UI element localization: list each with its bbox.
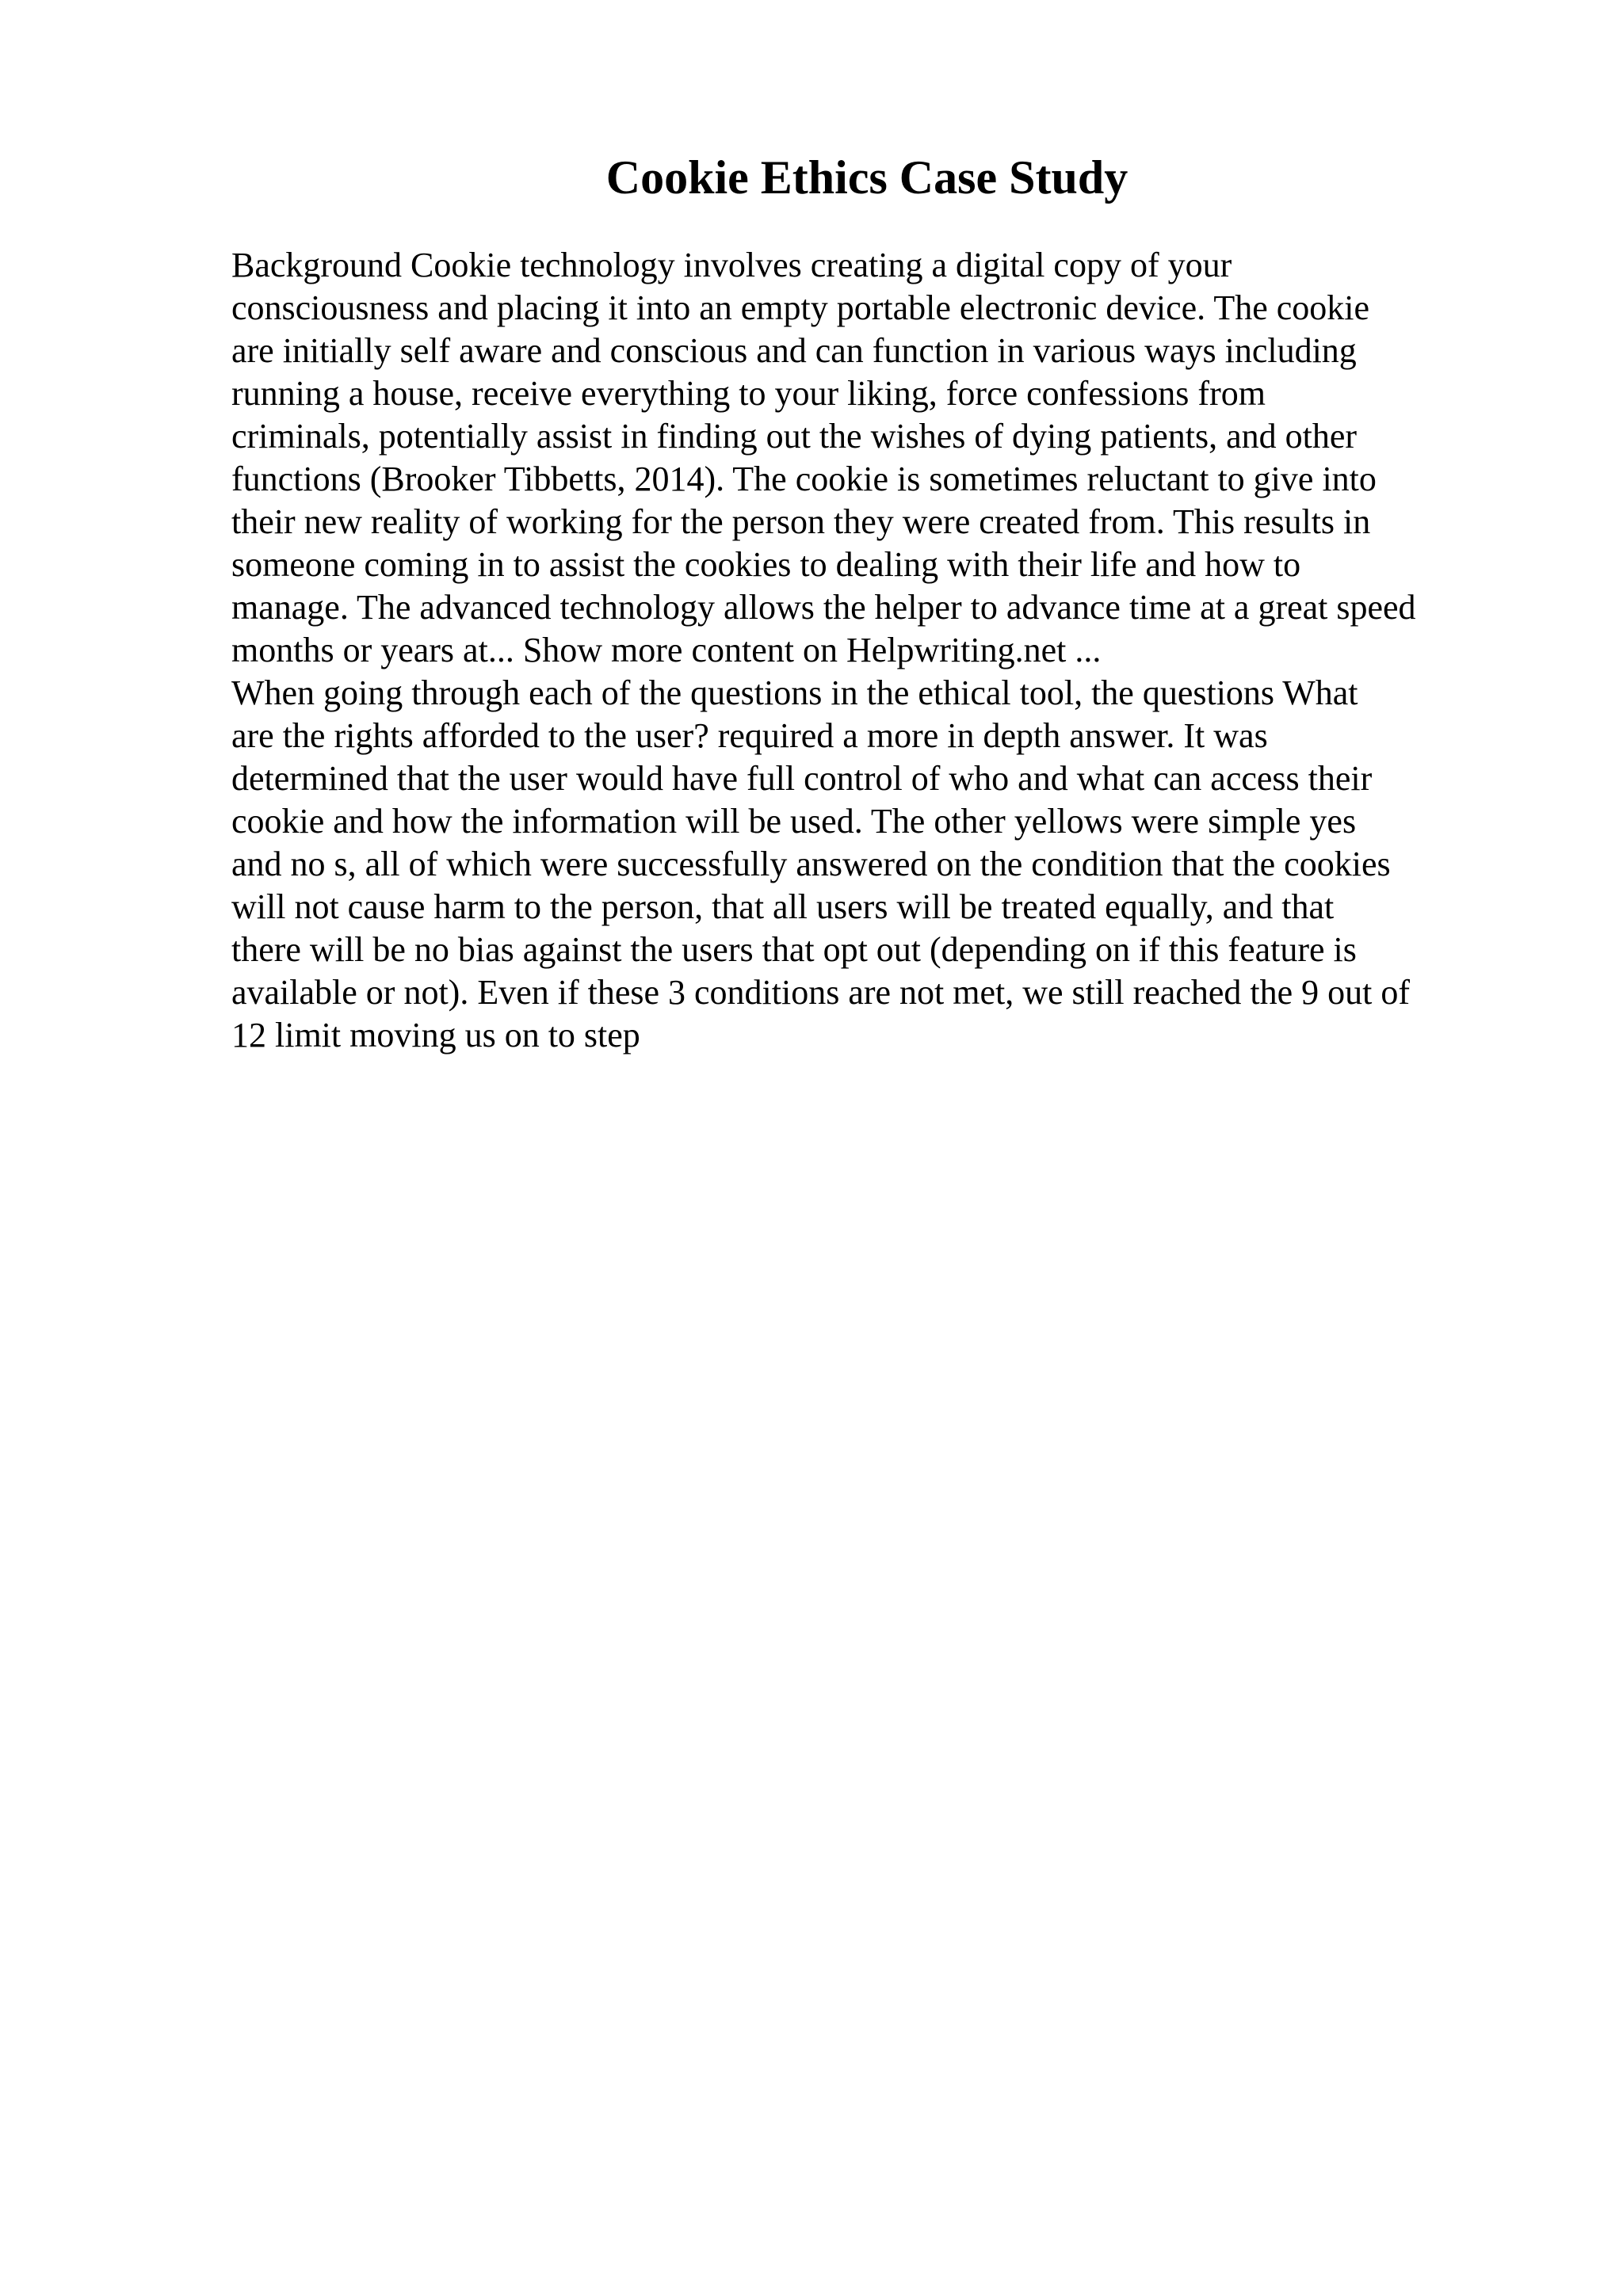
body-line: someone coming in to assist the cookies to dealing with their life and how to (231, 545, 1301, 584)
body-line: available or not). Even if these 3 conditions are not met, we still reached the 9 out of (231, 973, 1410, 1012)
body-line: and no s, all of which were successfully answered on the condition that the cookies (231, 845, 1391, 883)
body-line: are initially self aware and conscious and can function in various ways including (231, 331, 1357, 370)
body-line: there will be no bias against the users that opt out (depending on if this feature is (231, 930, 1357, 969)
document-body (231, 244, 1515, 1057)
body-line: running a house, receive everything to your liking, force confessions from (231, 374, 1266, 413)
body-line: will not cause harm to the person, that all users will be treated equally, and that (231, 887, 1335, 926)
body-line: criminals, potentially assist in finding out the wishes of dying patients, and other (231, 417, 1358, 456)
body-line: When going through each of the questions in the ethical tool, the questions What (231, 673, 1358, 712)
body-line: months or years at... Show more content on Helpwriting.net ... (231, 631, 1102, 669)
body-line: Background Cookie technology involves creating a digital copy of your (231, 246, 1232, 284)
body-line: are the rights afforded to the user? required a more in depth answer. It was (231, 716, 1268, 755)
body-line: cookie and how the information will be used. The other yellows were simple yes (231, 802, 1357, 841)
body-line: consciousness and placing it into an empty portable electronic device. The cookie (231, 288, 1370, 327)
body-line: their new reality of working for the person they were created from. This results in (231, 502, 1371, 541)
body-line: 12 limit moving us on to step (231, 1016, 640, 1055)
body-line: manage. The advanced technology allows the helper to advance time at a great speed (231, 588, 1416, 627)
document-title: Cookie Ethics Case Study (605, 151, 1128, 204)
body-line: functions (Brooker Tibbetts, 2014). The cookie is sometimes reluctant to give into (231, 460, 1377, 498)
body-line: determined that the user would have full control of who and what can access their (231, 759, 1373, 798)
